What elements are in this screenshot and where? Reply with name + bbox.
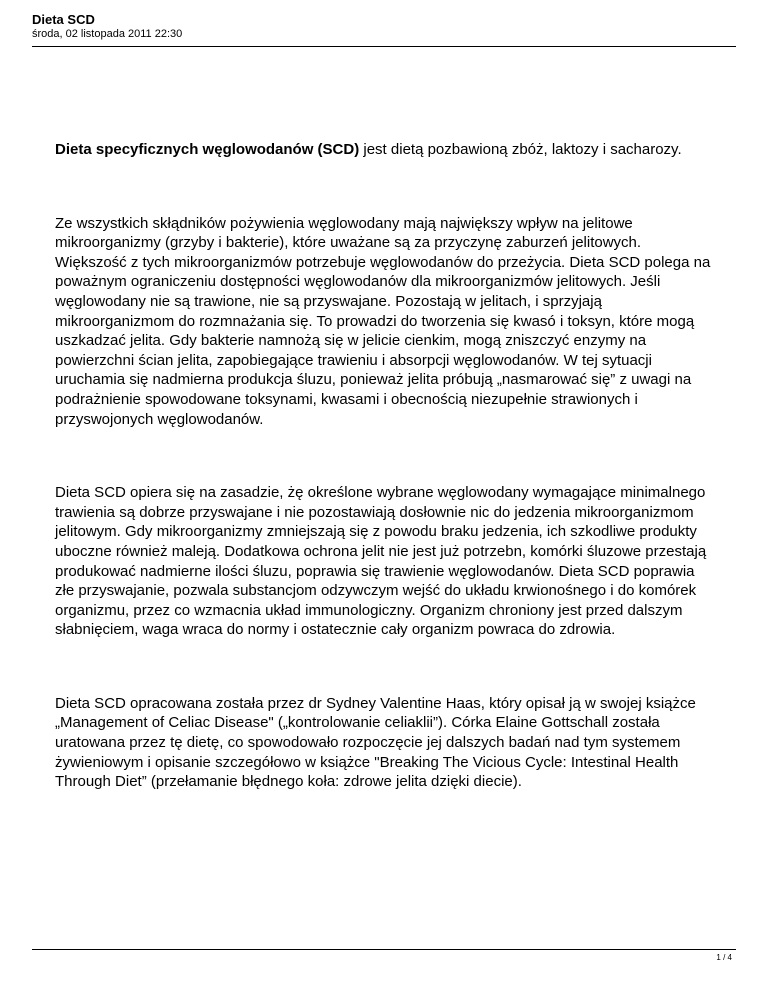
intro-bold-term: Dieta specyficznych węglowodanów (SCD) xyxy=(55,141,360,158)
article-date: środa, 02 listopada 2011 22:30 xyxy=(32,28,183,40)
paragraph-1: Ze wszystkich skłądników pożywienia węglowodany mają największy wpływ na jelitowe mikroorganizmy (grzyby i bakterie), które uważane są za przyczynę zaburzeń jelitowych. Większość z tych mikroorganizmów potrzebuje węglowodanów do przeżycia. Dieta SCD polega na poważnym ograniczeniu dostępności węglowodanów dla mikroorganizmów jelitowych. Jeśli węglowodany nie są trawione, nie są przyswajane. Pozostają w jelitach, i sprzyjają mikroorganizmom do rozmnażania się. To prowadzi do tworzenia się kwasó i toksyn, które mogą uszkadzać jelita. Gdy bakterie namnożą się w jelicie cienkim, mogą zniszczyć enzymy na powierzchni ścian jelita, zapobiegające trawieniu i absorpcji węglowodanów. W tej sytuacji uruchamia się nadmierna produkcja śluzu, ponieważ jelita próbują „nasmarować się” z uwagi na podrażnienie spowodowane toksynami, kwasami i obecnością niezupełnie strawionych i przyswojonych węglowodanów. xyxy=(55,214,711,428)
footer-divider xyxy=(32,949,736,950)
paragraph-3: Dieta SCD opracowana została przez dr Sydney Valentine Haas, który opisał ją w swojej książce „Management of Celiac Disease" („kontrolowanie celiaklii”). Córka Elaine Gottschall została uratowana przez tę dietę, co spowodowało rozpoczęcie jej dalszych badań nad tym systemem żywieniowym i opisanie szczegółowo w książce "Breaking The Vicious Cycle: Intestinal Health Through Diet” (przełamanie błędnego koła: zdrowe jelita dzięki diecie). xyxy=(55,694,696,791)
page-number: 1 / 4 xyxy=(716,953,732,962)
paragraph-2: Dieta SCD opiera się na zasadzie, żę określone wybrane węglowodany wymagające minimalnego trawienia są dobrze przyswajane i nie pozostawiają dosłownie nic do jedzenia mikroorganizmom jelitowym. Gdy mikroorganizmy zmniejszają się z powodu braku jedzenia, ich szkodliwe produkty uboczne również maleją. Dodatkowa ochrona jelit nie jest już potrzebn, komórki śluzowe przestają produkować nadmierne ilości śluzu, poprawia się trawienie węglowodanów. Dieta SCD poprawia złe przyswajanie, pozwala substancjom odzywczym wejść do układu krwionośnego i do komórek organizmu, przez co wzmacnia układ immunologiczny. Organizm chroniony jest przed dalszym słabnięciem, waga wraca do normy i ostatecznie cały organizm powraca do zdrowia. xyxy=(55,484,707,639)
header-divider xyxy=(32,46,736,47)
article-title: Dieta SCD xyxy=(32,12,95,27)
page-header xyxy=(32,12,736,41)
article-body xyxy=(55,140,715,792)
intro-text: jest dietą pozbawioną zbóż, laktozy i sacharozy. xyxy=(359,141,682,158)
intro-paragraph xyxy=(55,140,715,160)
